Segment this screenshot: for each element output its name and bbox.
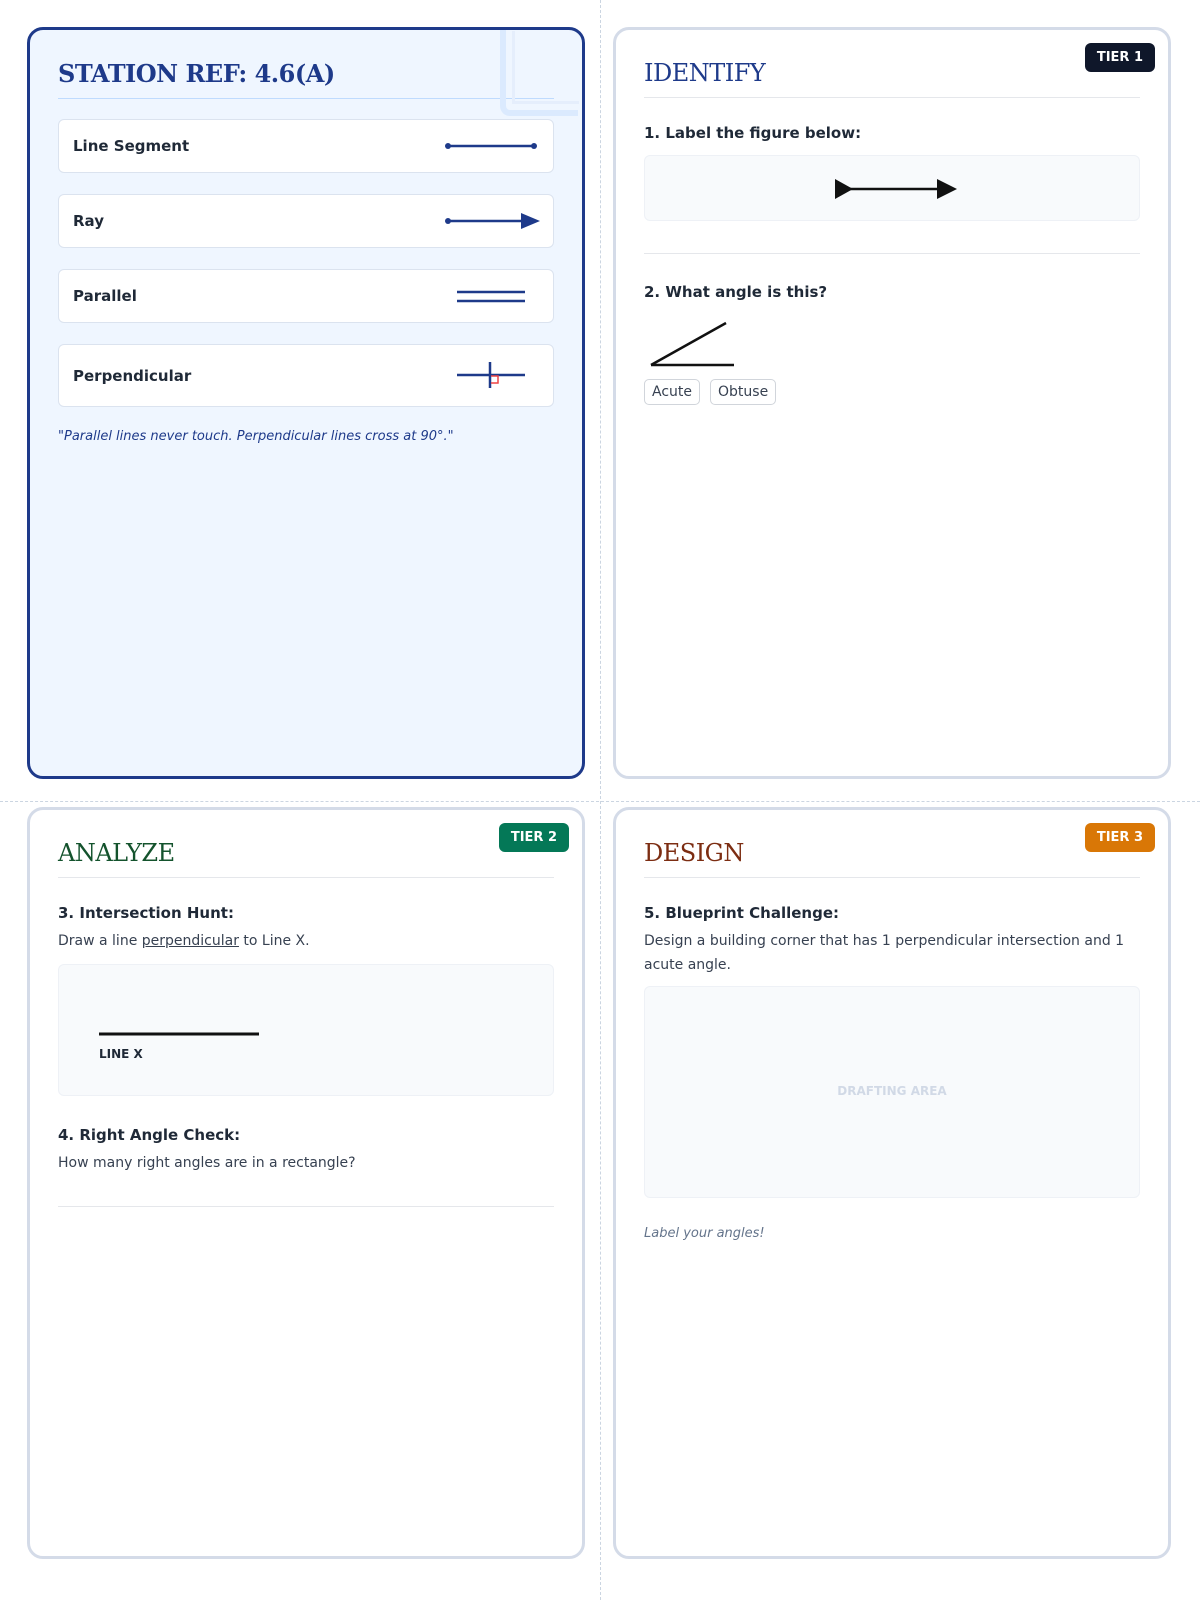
figure-box [644, 155, 1140, 221]
identify-title: IDENTIFY [644, 56, 1140, 98]
ref-item-label: Line Segment [73, 137, 190, 155]
text-segment: to Line X. [238, 933, 310, 949]
option-obtuse[interactable]: Obtuse [710, 379, 776, 405]
option-acute[interactable]: Acute [644, 379, 700, 405]
line-segment-icon [445, 139, 541, 153]
corner-decoration [500, 27, 578, 116]
ref-item-label: Parallel [73, 287, 137, 305]
horizontal-cut-line [0, 801, 1200, 802]
hint-text: Label your angles! [644, 1225, 765, 1241]
reference-title: STATION REF: 4.6(A) [58, 56, 554, 99]
text-segment: Draw a line [58, 933, 142, 949]
line-figure-icon [835, 176, 959, 202]
line-x [99, 1031, 261, 1037]
ref-item-ray [58, 194, 554, 248]
question-4: 4. Right Angle Check: [58, 1125, 241, 1144]
underlined-term: perpendicular [141, 933, 239, 949]
question-4-text: How many right angles are in a rectangle? [58, 1154, 356, 1171]
divider [644, 253, 1140, 254]
question-1: 1. Label the figure below: [644, 124, 862, 142]
ref-item-perpendicular [58, 344, 554, 407]
reference-card [27, 27, 585, 779]
answer-line[interactable] [58, 1206, 554, 1207]
analyze-title: ANALYZE [58, 836, 554, 878]
tier-badge: TIER 1 [1085, 43, 1155, 72]
vertical-cut-line [600, 0, 601, 1600]
ref-item-line-segment [58, 119, 554, 173]
ref-item-label: Ray [73, 212, 104, 230]
angle-options [644, 379, 1140, 405]
ref-item-label: Perpendicular [73, 366, 192, 385]
tier-badge: TIER 2 [499, 823, 569, 852]
parallel-lines-icon [445, 286, 541, 306]
acute-angle-icon [650, 321, 740, 367]
ray-icon [445, 212, 541, 230]
tier-badge: TIER 3 [1085, 823, 1155, 852]
question-2: 2. What angle is this? [644, 283, 828, 301]
question-3: 3. Intersection Hunt: [58, 904, 234, 922]
drafting-area[interactable]: DRAFTING AREA [644, 986, 1140, 1198]
question-5-text: Design a building corner that has 1 perpendicular intersection and 1 acute angle. [644, 933, 1125, 973]
question-5: 5. Blueprint Challenge: [644, 904, 839, 922]
ref-item-parallel [58, 269, 554, 323]
identify-card [613, 27, 1171, 779]
design-title: DESIGN [644, 836, 1140, 878]
line-x-label: LINE X [99, 1046, 143, 1061]
perpendicular-lines-icon [445, 361, 541, 391]
question-3-text [58, 930, 554, 954]
design-card [613, 807, 1171, 1559]
reference-note: "Parallel lines never touch. Perpendicular lines cross at 90°." [58, 429, 454, 444]
analyze-card [27, 807, 585, 1559]
drawing-area[interactable] [58, 964, 554, 1096]
